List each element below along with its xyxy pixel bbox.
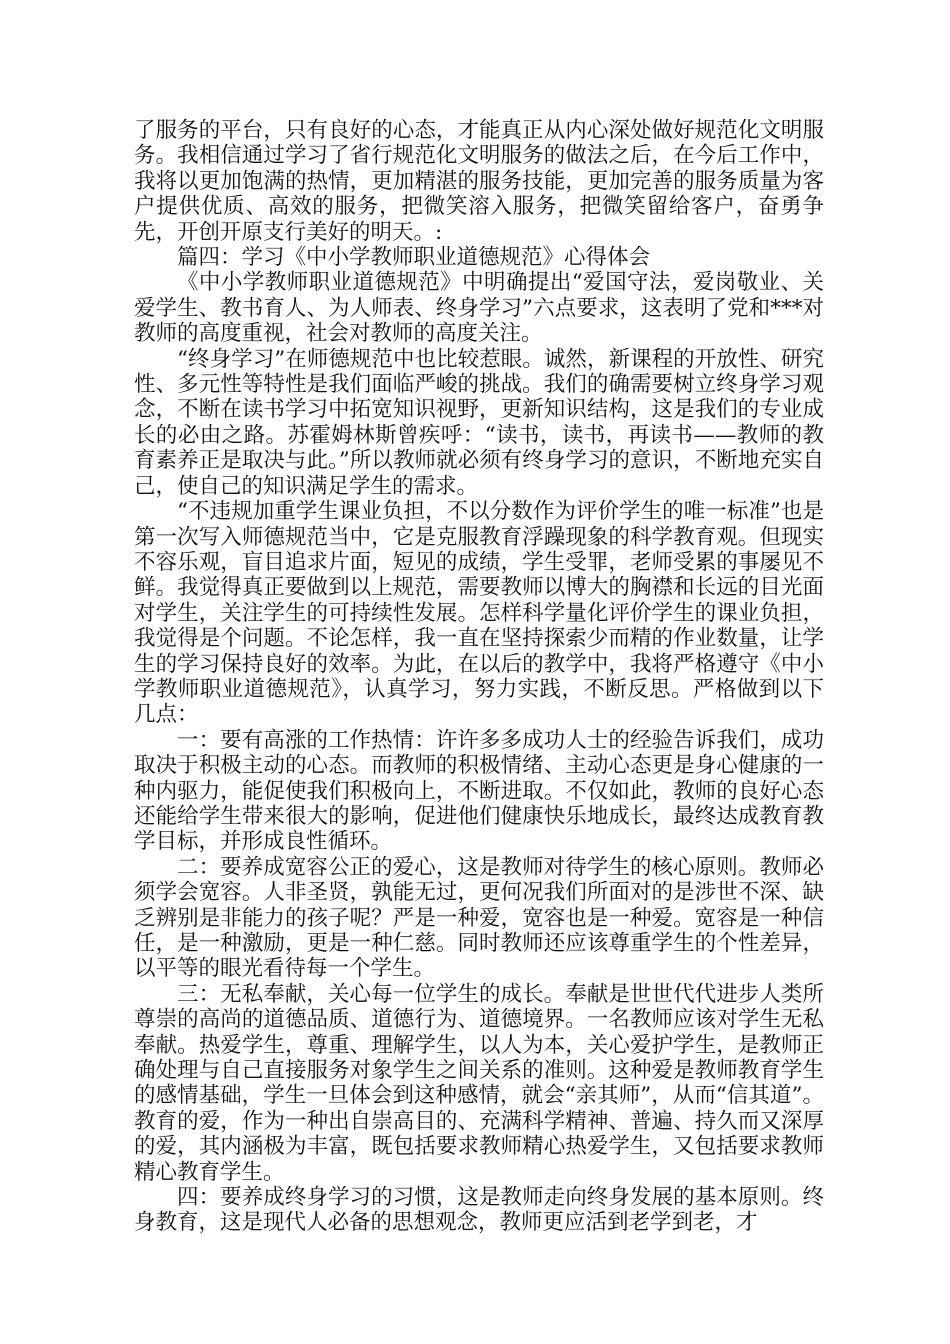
paragraph-point-two: 二：要养成宽容公正的爱心，这是教师对待学生的核心原则。教师必须学会宽容。人非圣贤，孰能无过，更何况我们所面对的是涉世不深、缺乏辨别是非能力的孩子呢？严是一种爱，宽容也是一种爱。宽容是一种信任，是一种激励，更是一种仁慈。同时教师还应该尊重学生的个性差异，以平等的眼光看待每一个学生。 [134, 854, 824, 982]
document-body [134, 118, 824, 1236]
section-heading: 篇四：学习《中小学教师职业道德规范》心得体会 [177, 245, 651, 271]
paragraph: “终身学习”在师德规范中也比较惹眼。诚然，新课程的开放性、研究性、多元性等特性是我们面临严峻的挑战。我们的确需要树立终身学习观念，不断在读书学习中拓宽知识视野，更新知识结构，这是我们的专业成长的必由之路。苏霍姆林斯曾疾呼：“读书，读书，再读书——教师的教育素养正是取决与此。”所以教师就必须有终身学习的意识，不断地充实自己，使自己的知识满足学生的需求。 [134, 346, 824, 499]
paragraph-point-four: 四：要养成终身学习的习惯，这是教师走向终身发展的基本原则。终身教育，这是现代人必备的思想观念，教师更应活到老学到老，才 [134, 1185, 824, 1236]
paragraph-point-three: 三：无私奉献，关心每一位学生的成长。奉献是世世代代进步人类所尊崇的高尚的道德品质、道德行为、道德境界。一名教师应该对学生无私奉献。热爱学生，尊重、理解学生，以人为本，关心爱护学生，是教师正确处理与自己直接服务对象学生之间关系的准则。这种爱是教师教育学生的感情基础，学生一旦体会到这种感情，就会“亲其师”，从而“信其道”。教育的爱，作为一种出自崇高目的、充满科学精神、普遍、持久而又深厚的爱，其内涵极为丰富，既包括要求教师精心热爱学生，又包括要求教师精心教育学生。 [134, 981, 824, 1185]
paragraph: “不违规加重学生课业负担，不以分数作为评价学生的唯一标准”也是第一次写入师德规范当中，它是克服教育浮躁现象的科学教育观。但现实不容乐观，盲目追求片面，短见的成绩，学生受罪，老师受累的事屡见不鲜。我觉得真正要做到以上规范，需要教师以博大的胸襟和长远的目光面对学生，关注学生的可持续性发展。怎样科学量化评价学生的课业负担，我觉得是个问题。不论怎样，我一直在坚持探索少而精的作业数量，让学生的学习保持良好的效率。为此，在以后的教学中，我将严格遵守《中小学教师职业道德规范》，认真学习，努力实践，不断反思。严格做到以下几点： [134, 499, 824, 728]
paragraph: 《中小学教师职业道德规范》中明确提出“爱国守法，爱岗敬业、关爱学生、教书育人、为人师表、终身学习”六点要求，这表明了党和***对教师的高度重视，社会对教师的高度关注。 [134, 270, 824, 347]
paragraph-intro-continuation: 了服务的平台，只有良好的心态，才能真正从内心深处做好规范化文明服务。我相信通过学习了省行规范化文明服务的做法之后，在今后工作中，我将以更加饱满的热情，更加精湛的服务技能，更加完善的服务质量为客户提供优质、高效的服务，把微笑溶入服务，把微笑留给客户，奋勇争先，开创开原支行美好的明天。: [134, 118, 824, 245]
paragraph-point-one: 一：要有高涨的工作热情：许许多多成功人士的经验告诉我们，成功取决于积极主动的心态。而教师的积极情绪、主动心态更是身心健康的一种内驱力，能促使我们积极向上，不断进取。不仅如此，教师的良好心态还能给学生带来很大的影响，促进他们健康快乐地成长，最终达成教育教学目标，并形成良性循环。 [134, 727, 824, 855]
